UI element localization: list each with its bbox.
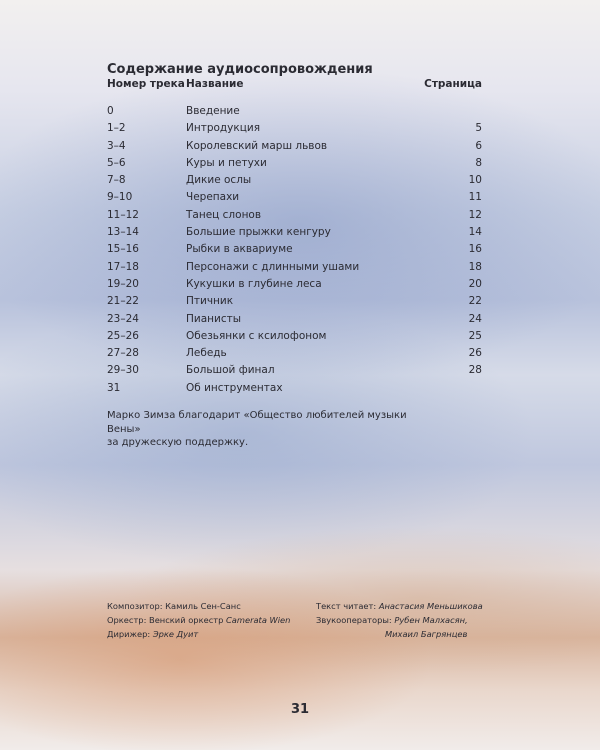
toc-track-number: 7–8 [107,174,126,187]
toc-track-number: 3–4 [107,139,126,152]
toc-list [107,103,482,397]
toc-track-number: 0 [107,105,114,117]
acknowledgement-line: за дружескую поддержку. [107,437,249,448]
credit-value: Михаил Багрянцев [385,629,468,639]
toc-track-number: 19–20 [107,277,139,290]
toc-page-number: 22 [468,295,482,308]
credit-composer [107,599,290,613]
acknowledgement-line: Марко Зимза благодарит «Общество любителей музыки Вены» [107,410,407,435]
toc-row [107,189,482,206]
toc-page-number: 5 [475,122,482,135]
toc-track-title: Введение [186,105,240,117]
toc-row [107,345,482,362]
toc-title: Содержание аудиосопровождения [107,62,373,77]
toc-row [107,103,482,120]
toc-track-title: Птичник [186,295,234,308]
toc-track-number: 9–10 [107,191,133,204]
toc-track-title: Королевский марш львов [186,139,328,152]
toc-row [107,328,482,345]
toc-row [107,362,482,379]
toc-track-title: Интродукция [186,122,261,135]
toc-page-number: 16 [468,243,482,256]
toc-track-number: 31 [107,381,121,394]
toc-page-number: 28 [468,364,482,377]
credit-label: Оркестр: [107,615,147,625]
page-number: 31 [290,702,310,717]
toc-track-number: 17–18 [107,260,139,273]
toc-page-number: 24 [468,312,482,325]
credit-conductor [107,627,290,641]
toc-page-number: 18 [468,260,482,273]
credit-label: Композитор: [107,601,163,611]
toc-track-number: 23–24 [107,312,139,325]
credit-value: Камиль Сен-Санс [165,601,241,611]
header-track-number: Номер трека [107,78,185,90]
toc-row [107,241,482,258]
toc-row [107,293,482,310]
toc-track-title: Куры и петухи [186,156,267,169]
toc-row [107,120,482,137]
toc-row [107,276,482,293]
toc-page-number: 20 [468,277,482,290]
credit-label: Звукооператоры: [316,615,392,625]
toc-track-number: 5–6 [107,156,126,169]
credit-narrator [316,599,483,613]
toc-track-number: 1–2 [107,122,126,135]
toc-row [107,172,482,189]
toc-row [107,138,482,155]
toc-track-number: 11–12 [107,208,139,221]
credit-orchestra [107,613,290,627]
toc-track-title: Танец слонов [186,208,262,221]
credit-label: Дирижер: [107,629,151,639]
credit-label: Текст читает: [316,601,377,611]
toc-track-title: Лебедь [186,347,227,360]
toc-row [107,155,482,172]
credit-value: Венский оркестр [149,615,224,625]
header-page: Страница [424,78,482,90]
toc-row [107,380,482,397]
credit-value: Анастасия Меньшикова [378,601,483,611]
acknowledgement [107,409,427,450]
toc-row [107,311,482,328]
toc-track-number: 13–14 [107,226,139,239]
toc-track-title: Большие прыжки кенгуру [186,226,331,239]
toc-row [107,207,482,224]
toc-page-number: 10 [468,174,482,187]
toc-page-number: 26 [468,347,482,360]
toc-page-number: 8 [475,156,482,169]
toc-track-number: 25–26 [107,329,139,342]
credit-value-italic: Camerata Wien [226,615,291,625]
toc-track-title: Рыбки в аквариуме [186,243,293,256]
credits-left [107,599,290,641]
credit-value: Эрке Дуит [152,629,199,639]
credits-right [316,599,483,641]
toc-track-title: Об инструментах [186,381,283,394]
toc-page-number: 11 [468,191,482,204]
toc-page-number: 25 [468,329,482,342]
toc-track-title: Кукушки в глубине леса [186,277,322,290]
toc-track-number: 21–22 [107,295,139,308]
header-title: Название [186,78,244,90]
toc-track-title: Большой финал [186,364,275,377]
credit-sound-engineers [316,613,483,627]
toc-track-title: Пианисты [186,312,242,325]
toc-track-number: 29–30 [107,364,139,377]
toc-page-number: 14 [468,226,482,239]
toc-track-title: Черепахи [186,191,240,204]
toc-track-number: 27–28 [107,347,139,360]
toc-track-title: Обезьянки с ксилофоном [186,329,327,342]
table-of-contents [107,62,482,397]
toc-row [107,259,482,276]
credit-value: Рубен Малхасян, [394,615,468,625]
toc-track-number: 15–16 [107,243,139,256]
credit-sound-engineers-cont [316,627,483,641]
toc-page-number: 6 [475,139,482,152]
toc-row [107,224,482,241]
toc-page-number: 12 [468,208,482,221]
toc-track-title: Дикие ослы [186,174,252,187]
toc-track-title: Персонажи с длинными ушами [186,260,360,273]
toc-header [107,78,482,94]
